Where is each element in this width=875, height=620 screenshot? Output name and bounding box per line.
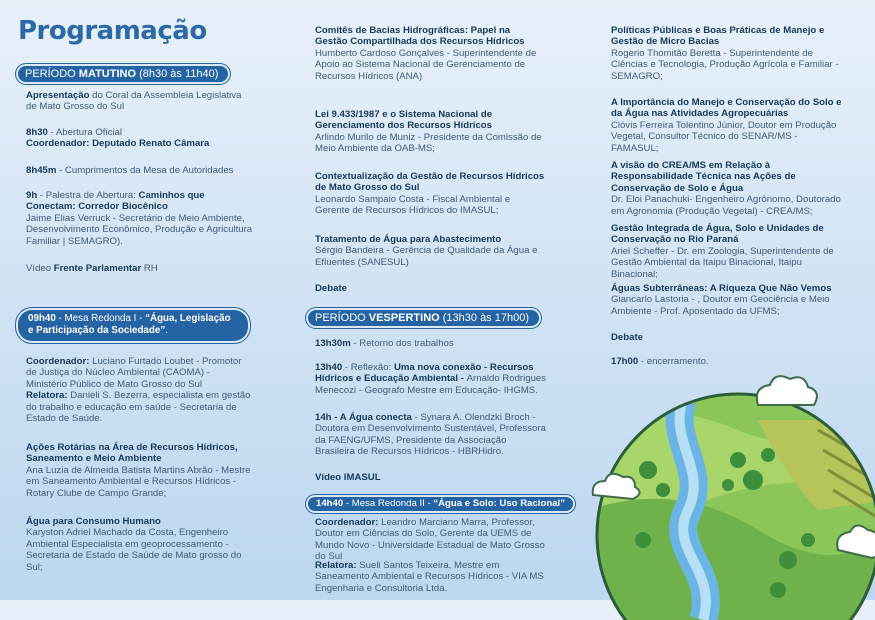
item-gestao-integrada: Gestão Integrada de Água, Solo e Unidades de Conservação no Rio Paraná Ariel Scheffer - Dr. em Zoologia, Superintendente de Gestão Ambiental da Itaipu Binacional, Itaipu Binacional;: [611, 223, 834, 280]
mesa1-agua-consumo: Água para Consumo Humano Karyston Adriel Machado da Costa, Engenheiro Ambiental Especialista em geoprocessamento - Secretaria de Estado de Saúde de Mato grosso do Sul;: [26, 516, 242, 573]
item-retorno: 13h30m - Retorno dos trabalhos: [315, 338, 454, 349]
mesa-redonda-2-badge: 14h40 - Mesa Redonda II - “Água e Solo: Uso Racional”: [308, 497, 573, 511]
item-reflexao: 13h40 - Reflexão: Uma nova conexão - Recursos Hídricos e Educação Ambiental - Arnaldo Rodrigues Menecozi - Geografo Mestre em Educação- IHGMS.: [315, 362, 547, 396]
debate-label-1: Debate: [315, 283, 347, 294]
item-comites: Comitês de Bacias Hidrográficas: Papel na Gestão Compartilhada dos Recursos Hídricos Humberto Cardoso Gonçalves - Superintendente de Apoio ao Sistema Nacional de Gerenciamento de Recursos Hídricos (ANA): [315, 25, 537, 82]
item-video-frente: Vídeo Frente Parlamentar RH: [26, 263, 158, 274]
mesa2-coordenador: Coordenador: Leandro Marciano Marra, Professor, Doutor em Ciências do Solo, Gerente da UEMS de Mundo Novo - Universidade Estadual de Mato Grosso do Sul: [315, 517, 545, 563]
mesa2-relatora: Relatora: Sueli Santos Teixeira, Mestre em Saneamento Ambiental e Recursos Hídricos - VIA MS Engenharia e Consultoria Ltda.: [315, 560, 544, 594]
item-cumprimentos: 8h45m - Cumprimentos da Mesa de Autoridades: [26, 165, 234, 176]
page-title: Programação: [18, 16, 207, 46]
item-contextualizacao: Contextualização da Gestão de Recursos Hídricos de Mato Grosso do Sul Leonardo Sampaio Costa - Fiscal Ambiental e Gerente de Recursos Hídricos do IMASUL;: [315, 171, 545, 217]
item-video-imasul: Vídeo IMASUL: [315, 472, 381, 483]
item-encerramento: 17h00 - encerramento.: [611, 356, 709, 367]
mesa1-coordenador: Coordenador: Luciano Furtado Loubet - Promotor de Justiça do Núcleo Ambiental (CAOMA) - Ministério Público de Mato Grosso do Sul Relatora: Danieli S. Bezerra, especialista em gestão do trabalho e educação em saúde - Secretaria de Estado de Saúde.: [26, 356, 251, 425]
item-importancia-manejo: A Importância do Manejo e Conservação do Solo e da Água nas Atividades Agropecuárias Clóvis Ferreira Tolentino Júnior, Doutor em Produção Vegetal, Consultor Técnico do SENAR/MS - FAMASUL;: [611, 97, 842, 154]
item-tratamento: Tratamento de Água para Abastecimento Sérgio Bandeira - Gerência de Qualidade da Água e Efluentes (SANESUL): [315, 234, 538, 268]
period-morning-badge: PERÍODO MATUTINO (8h30 às 11h40): [18, 66, 228, 82]
mesa1-acoes-rotarias: Ações Rotárias na Área de Recursos Hídricos, Saneamento e Meio Ambiente Ana Luzia de Almeida Batista Martins Abrão - Mestre em Saneamento Ambiental e Recursos Hídricos - Rotary Clube de Campo Grande;: [26, 442, 251, 499]
item-apresentacao: Apresentação do Coral da Assembleia Legislativa de Mato Grosso do Sul: [26, 90, 242, 113]
item-visao-crea: A visão do CREA/MS em Relação à Responsabilidade Técnica nas Ações de Conservação de Solo e Água Dr. Eloi Panachuki- Engenheiro Agrônomo, Doutorado em Agronomia (Produção Vegetal) - CREA/MS;: [611, 160, 841, 217]
item-palestra-abertura: 9h - Palestra de Abertura: Caminhos que Conectam: Corredor Biocênico Jaime Elias Verruck - Secretário de Meio Ambiente, Desenvolvimento Econômico, Produção e Agricultura Familiar | SEMAGRO).: [26, 190, 253, 247]
item-aguas-subterraneas: Águas Subterrâneas: A Riqueza Que Não Vemos Giancarlo Lastoria - , Doutor em Geociência e Meio Ambiente - Prof. Aposentado da UFMS;: [611, 283, 832, 317]
mesa-redonda-1-badge: 09h40 - Mesa Redonda I - “Água, Legislação e Participação da Sociedade”.: [18, 310, 248, 341]
period-afternoon-badge: PERÍODO VESPERTINO (13h30 às 17h00): [308, 310, 539, 326]
item-agua-conecta: 14h - A Água conecta - Synara A. Olendzki Broch - Doutora em Desenvolvimento Sustentável, Professora da FAENG/UFMS, Presidente da Associação Brasileira de Recursos Hídricos - HBRHidro.: [315, 412, 546, 458]
earth-illustration: [588, 360, 875, 620]
item-lei-9433: Lei 9.433/1987 e o Sistema Nacional de Gerenciamento dos Recursos Hídricos Arlindo Murilo de Muniz - Presidente da Comissão de Meio Ambiente da OAB-MS;: [315, 109, 542, 155]
debate-label-2: Debate: [611, 332, 643, 343]
item-politicas-publicas: Políticas Públicas e Boas Práticas de Manejo e Gestão de Micro Bacias Rogerio Thomitão Beretta - Superintendente de Ciências e Tecnologia, Produção Agrícola e Familiar - SEMAGRO;: [611, 25, 839, 82]
item-abertura: 8h30 - Abertura Oficial Coordenador: Deputado Renato Câmara: [26, 127, 210, 150]
